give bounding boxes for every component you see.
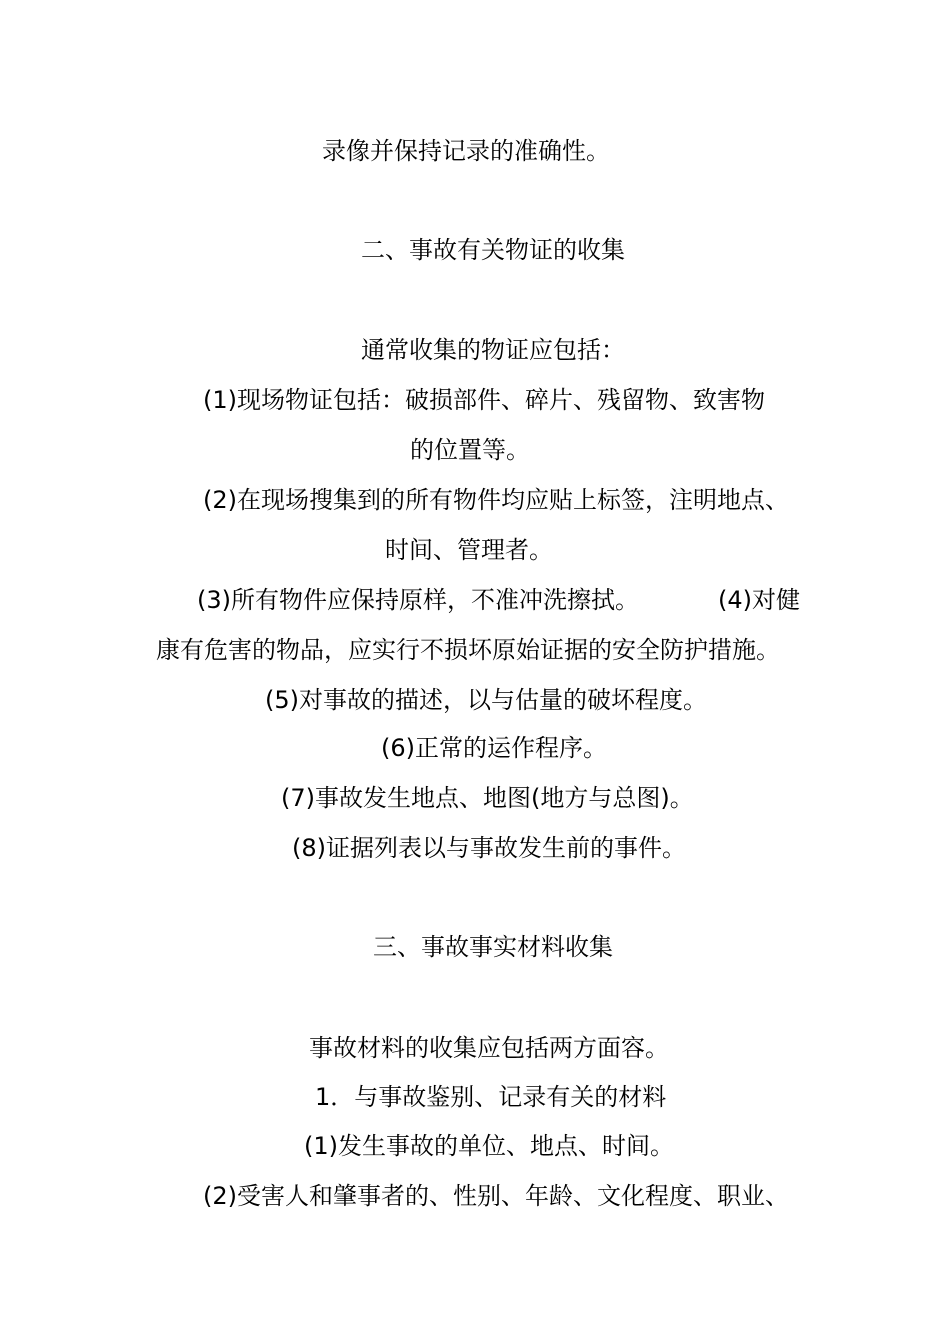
text-line: 录像并保持记录的准确性。: [322, 137, 610, 165]
text-line: 通常收集的物证应包括：: [361, 336, 625, 364]
text-line: 的位置等。: [410, 436, 530, 464]
list-item: (1)发生事故的单位、地点、时间。: [304, 1132, 674, 1160]
section-heading: 三、事故事实材料收集: [373, 933, 613, 961]
list-item: (7)事故发生地点、地图(地方与总图)。: [281, 784, 694, 812]
list-item: (6)正常的运作程序。: [381, 734, 607, 762]
list-item: (8)证据列表以与事故发生前的事件。: [292, 834, 686, 862]
list-item: (2)受害人和肇事者的、性别、年龄、文化程度、职业、: [203, 1182, 789, 1210]
list-item: (3)所有物件应保持原样，不准冲洗擦拭。: [197, 586, 639, 614]
text-line: 时间、管理者。: [385, 536, 553, 564]
text-line: 康有危害的物品，应实行不损坏原始证据的安全防护措施。: [156, 636, 780, 664]
list-item: (4)对健: [718, 586, 800, 614]
list-item: (2)在现场搜集到的所有物件均应贴上标签，注明地点、: [203, 486, 789, 514]
list-item: (1)现场物证包括：破损部件、碎片、残留物、致害物: [203, 386, 765, 414]
text-line: 事故材料的收集应包括两方面容。: [309, 1034, 669, 1062]
subsection-heading: 1．与事故鉴别、记录有关的材料: [315, 1083, 667, 1111]
list-item: (5)对事故的描述，以与估量的破坏程度。: [265, 686, 707, 714]
section-heading: 二、事故有关物证的收集: [361, 236, 625, 264]
